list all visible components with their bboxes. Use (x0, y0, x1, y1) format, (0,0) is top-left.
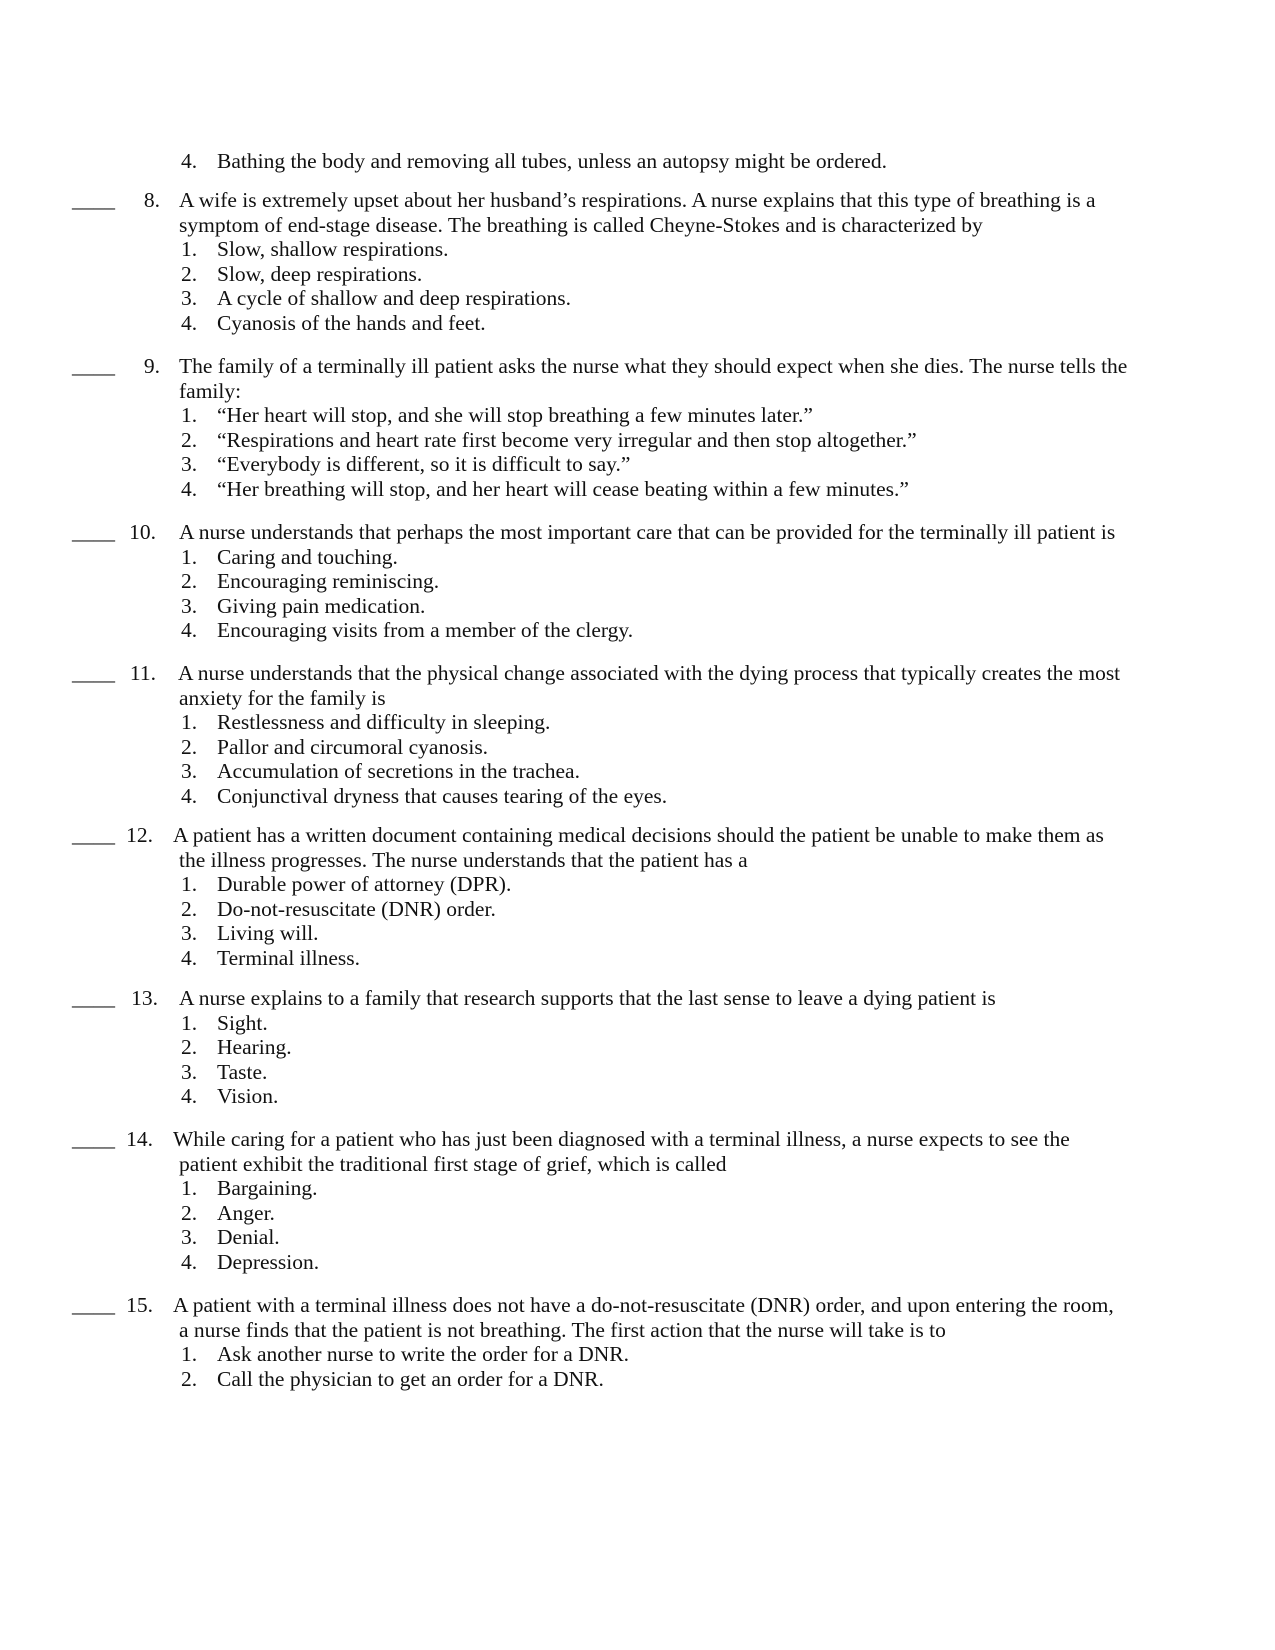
question-stem (173, 1293, 1183, 1342)
option-text: Terminal illness. (217, 945, 360, 970)
question-stem-line: a nurse finds that the patient is not breathing. The first action that the nurse will take is to (179, 1317, 946, 1342)
question-stem-line: A wife is extremely upset about her husband’s respirations. A nurse explains that this type of breathing is a (179, 188, 1096, 212)
option-text: Sight. (217, 1010, 268, 1035)
option-text: Bathing the body and removing all tubes, unless an autopsy might be ordered. (217, 149, 887, 173)
question-number: 12. (126, 823, 153, 847)
answer-option[interactable] (181, 545, 1181, 570)
question-stem-line: A nurse understands that perhaps the most important care that can be provided for the terminally ill patient is (179, 520, 1116, 544)
option-text: “Her breathing will stop, and her heart will cease beating within a few minutes.” (217, 476, 909, 501)
option-text: Denial. (217, 1225, 280, 1249)
option-number: 1. (181, 872, 198, 896)
option-number: 4. (181, 149, 198, 173)
option-text: Restlessness and difficulty in sleeping. (217, 710, 551, 734)
answer-option[interactable] (181, 1201, 1181, 1226)
option-text: Vision. (217, 1084, 279, 1108)
question-stem-line: A nurse explains to a family that research supports that the last sense to leave a dying patient is (179, 986, 996, 1010)
answer-option[interactable] (181, 897, 1181, 922)
answer-option[interactable] (181, 946, 1181, 971)
option-number: 2. (181, 1200, 198, 1225)
question-stem-line: patient exhibit the traditional first stage of grief, which is called (179, 1151, 727, 1176)
option-number: 3. (181, 759, 198, 783)
option-number: 3. (181, 452, 198, 476)
answer-options (181, 1011, 1181, 1109)
answer-blank[interactable]: ____ (72, 354, 115, 378)
answer-option[interactable] (181, 262, 1181, 287)
option-text: Pallor and circumoral cyanosis. (217, 734, 489, 759)
question-number: 11. (129, 661, 156, 685)
option-number: 2. (181, 734, 198, 759)
question-number: 14. (126, 1127, 153, 1151)
option-number: 1. (181, 237, 198, 261)
option-text: Ask another nurse to write the order for a DNR. (217, 1342, 629, 1366)
option-text: Hearing. (217, 1035, 292, 1059)
question-stem-line: anxiety for the family is (179, 685, 386, 710)
answer-option[interactable] (181, 403, 1181, 428)
answer-options (181, 403, 1181, 501)
answer-option[interactable] (181, 286, 1181, 311)
option-number: 1. (181, 710, 198, 734)
option-number: 4. (181, 618, 198, 642)
answer-option[interactable] (181, 594, 1181, 619)
option-number: 1. (181, 544, 198, 569)
answer-option[interactable] (181, 1250, 1181, 1275)
answer-blank[interactable]: ____ (72, 823, 115, 847)
answer-blank[interactable]: ____ (72, 661, 115, 685)
option-text: Call the physician to get an order for a DNR. (217, 1366, 604, 1391)
option-text: Bargaining. (217, 1176, 318, 1200)
answer-option[interactable] (181, 477, 1181, 502)
option-number: 1. (181, 1010, 198, 1035)
answer-options (181, 710, 1181, 808)
option-text: Durable power of attorney (DPR). (217, 872, 512, 896)
option-number: 4. (181, 476, 198, 501)
answer-options (181, 1176, 1181, 1274)
answer-blank[interactable]: ____ (72, 986, 115, 1010)
option-text: “Her heart will stop, and she will stop breathing a few minutes later.” (217, 403, 813, 427)
question-stem-line: A patient has a written document containing medical decisions should the patient be unable to make them as (173, 823, 1104, 847)
answer-option[interactable] (181, 569, 1181, 594)
question-stem (179, 520, 1189, 545)
option-number: 4. (181, 1084, 198, 1108)
option-text: Depression. (217, 1249, 320, 1274)
question-stem-line: symptom of end-stage disease. The breathing is called Cheyne-Stokes and is characterized by (179, 212, 983, 237)
option-number: 2. (181, 896, 198, 921)
option-number: 4. (181, 945, 198, 970)
option-number: 2. (181, 1366, 198, 1391)
answer-options (181, 872, 1181, 970)
answer-blank[interactable]: ____ (72, 520, 115, 544)
option-number: 2. (181, 1035, 198, 1059)
option-text: Cyanosis of the hands and feet. (217, 310, 486, 335)
option-text: Slow, deep respirations. (217, 261, 423, 286)
question-number: 9. (143, 354, 160, 378)
answer-option[interactable] (181, 452, 1181, 477)
question-stem-line: The family of a terminally ill patient asks the nurse what they should expect when she dies. The nurse tells the (179, 354, 1128, 378)
answer-option[interactable] (181, 1084, 1181, 1109)
answer-option[interactable] (181, 1225, 1181, 1250)
option-number: 1. (181, 1342, 198, 1366)
answer-option[interactable] (181, 428, 1181, 453)
question-number: 8. (143, 188, 160, 212)
question-stem-line: family: (179, 378, 242, 403)
answer-options (181, 1342, 1181, 1391)
answer-blank[interactable]: ____ (72, 1293, 115, 1317)
option-number: 3. (181, 1059, 198, 1084)
option-text: Living will. (217, 921, 319, 945)
option-number: 1. (181, 403, 198, 427)
option-number: 2. (181, 261, 198, 286)
option-text: Encouraging reminiscing. (217, 569, 440, 593)
answer-option[interactable] (181, 735, 1181, 760)
answer-blank[interactable]: ____ (72, 188, 115, 212)
option-text: Taste. (217, 1059, 268, 1084)
option-text: Caring and touching. (217, 544, 398, 569)
question-stem (173, 1127, 1183, 1176)
option-number: 2. (181, 427, 198, 452)
option-number: 2. (181, 569, 198, 593)
option-text: Anger. (217, 1200, 275, 1225)
question-stem (173, 823, 1183, 872)
question-number: 10. (129, 520, 156, 544)
option-text: Slow, shallow respirations. (217, 237, 449, 261)
question-stem-line: While caring for a patient who has just been diagnosed with a terminal illness, a nurse expects to see the (173, 1127, 1070, 1151)
option-text: Do-not-resuscitate (DNR) order. (217, 896, 496, 921)
question-stem (179, 354, 1189, 403)
answer-option[interactable] (181, 1035, 1181, 1060)
answer-option[interactable] (181, 759, 1181, 784)
answer-option[interactable] (181, 710, 1181, 735)
answer-option[interactable] (181, 1011, 1181, 1036)
option-number: 3. (181, 921, 198, 945)
answer-option[interactable] (181, 1367, 1181, 1392)
question-number: 13. (131, 986, 158, 1010)
question-stem (179, 986, 1189, 1011)
question-number: 15. (126, 1293, 153, 1317)
option-number: 4. (181, 783, 198, 808)
question-stem (179, 188, 1189, 237)
answer-option[interactable] (181, 237, 1181, 262)
answer-option[interactable] (181, 1060, 1181, 1085)
question-stem-line: A patient with a terminal illness does not have a do-not-resuscitate (DNR) order, and upon entering the room, (173, 1293, 1114, 1317)
option-text: Encouraging visits from a member of the clergy. (217, 618, 634, 642)
option-number: 3. (181, 593, 198, 618)
answer-option[interactable] (181, 921, 1181, 946)
answer-options (181, 545, 1181, 643)
question-stem (178, 661, 1188, 710)
answer-option[interactable] (181, 872, 1181, 897)
option-text: Giving pain medication. (217, 593, 426, 618)
option-number: 3. (181, 286, 198, 310)
option-number: 1. (181, 1176, 198, 1200)
option-number: 4. (181, 1249, 198, 1274)
option-number: 4. (181, 310, 198, 335)
question-stem-line: the illness progresses. The nurse understands that the patient has a (179, 847, 748, 872)
answer-option[interactable] (181, 1176, 1181, 1201)
answer-options (181, 237, 1181, 335)
option-text: Accumulation of secretions in the trachea. (217, 759, 580, 783)
option-text: A cycle of shallow and deep respirations. (217, 286, 572, 310)
option-text: “Respirations and heart rate first become very irregular and then stop altogether.” (217, 427, 917, 452)
answer-option[interactable] (181, 311, 1181, 336)
answer-option[interactable] (181, 618, 1181, 643)
question-stem-line: A nurse understands that the physical change associated with the dying process that typically creates the most (178, 661, 1121, 685)
answer-option[interactable] (181, 1342, 1181, 1367)
option-text: “Everybody is different, so it is difficult to say.” (217, 452, 631, 476)
option-number: 3. (181, 1225, 198, 1249)
answer-blank[interactable]: ____ (72, 1127, 115, 1151)
option-text: Conjunctival dryness that causes tearing of the eyes. (217, 783, 668, 808)
answer-option[interactable] (181, 784, 1181, 809)
